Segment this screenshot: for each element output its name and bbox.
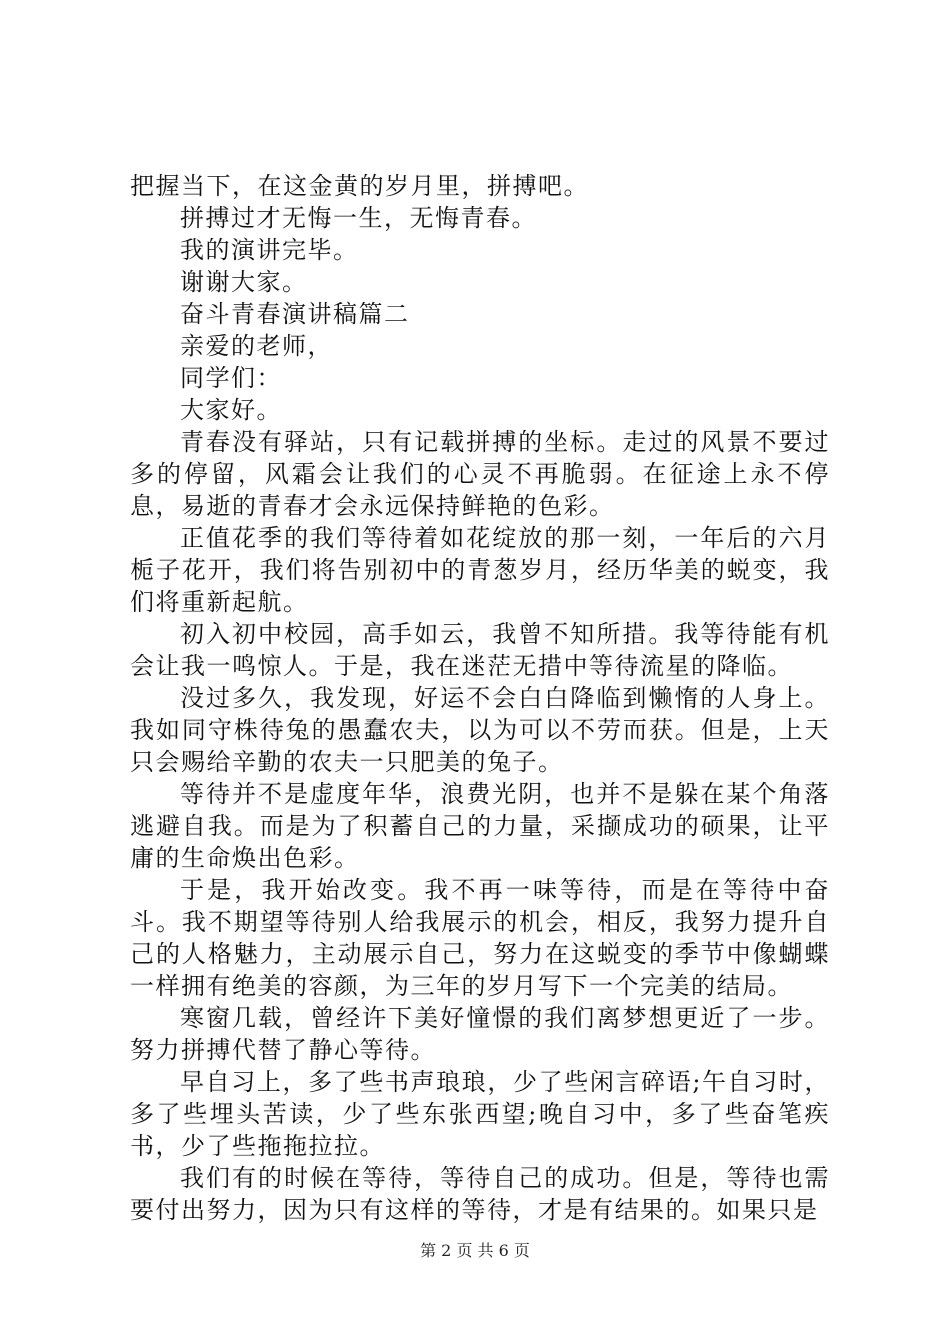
salutation: 亲爱的老师， [180, 332, 333, 360]
paragraph: 谢谢大家。 [180, 268, 308, 296]
paragraph: 我们有的时候在等待，等待自己的成功。但是，等待也需要付出努力，因为只有这样的等待，才是有结果的。如果只是 [130, 1164, 830, 1224]
salutation: 同学们： [180, 364, 282, 392]
section-heading: 奋斗青春演讲稿篇二 [180, 300, 410, 328]
paragraph: 青春没有驿站，只有记载拼搏的坐标。走过的风景不要过多的停留，风霜会让我们的心灵不再脆弱。在征途上永不停息，易逝的青春才会永远保持鲜艳的色彩。 [130, 428, 830, 520]
paragraph: 没过多久，我发现，好运不会白白降临到懒惰的人身上。我如同守株待兔的愚蠢农夫，以为可以不劳而获。但是，上天只会赐给辛勤的农夫一只肥美的兔子。 [130, 684, 830, 776]
paragraph: 拼搏过才无悔一生，无悔青春。 [180, 204, 537, 232]
paragraph: 于是，我开始改变。我不再一味等待，而是在等待中奋斗。我不期望等待别人给我展示的机会，相反，我努力提升自己的人格魅力，主动展示自己，努力在这蜕变的季节中像蝴蝶一样拥有绝美的容颜，为三年的岁月写下一个完美的结局。 [130, 876, 830, 1000]
paragraph: 初入初中校园，高手如云，我曾不知所措。我等待能有机会让我一鸣惊人。于是，我在迷茫无措中等待流星的降临。 [130, 620, 830, 680]
paragraph: 正值花季的我们等待着如花绽放的那一刻，一年后的六月栀子花开，我们将告别初中的青葱岁月，经历华美的蜕变，我们将重新起航。 [130, 524, 830, 616]
paragraph: 早自习上，多了些书声琅琅，少了些闲言碎语;午自习时，多了些埋头苦读，少了些东张西望;晚自习中，多了些奋笔疾书，少了些拖拖拉拉。 [130, 1068, 830, 1160]
paragraph: 我的演讲完毕。 [180, 236, 359, 264]
document-body [130, 170, 830, 1226]
paragraph: 等待并不是虚度年华，浪费光阴，也并不是躲在某个角落逃避自我。而是为了积蓄自己的力量，采撷成功的硕果，让平庸的生命焕出色彩。 [130, 780, 830, 872]
greeting: 大家好。 [180, 396, 282, 424]
paragraph: 把握当下，在这金黄的岁月里，拼搏吧。 [130, 172, 589, 200]
page-number-footer: 第 2 页 共 6 页 [420, 1241, 530, 1260]
paragraph: 寒窗几载，曾经许下美好憧憬的我们离梦想更近了一步。努力拼搏代替了静心等待。 [130, 1004, 830, 1064]
